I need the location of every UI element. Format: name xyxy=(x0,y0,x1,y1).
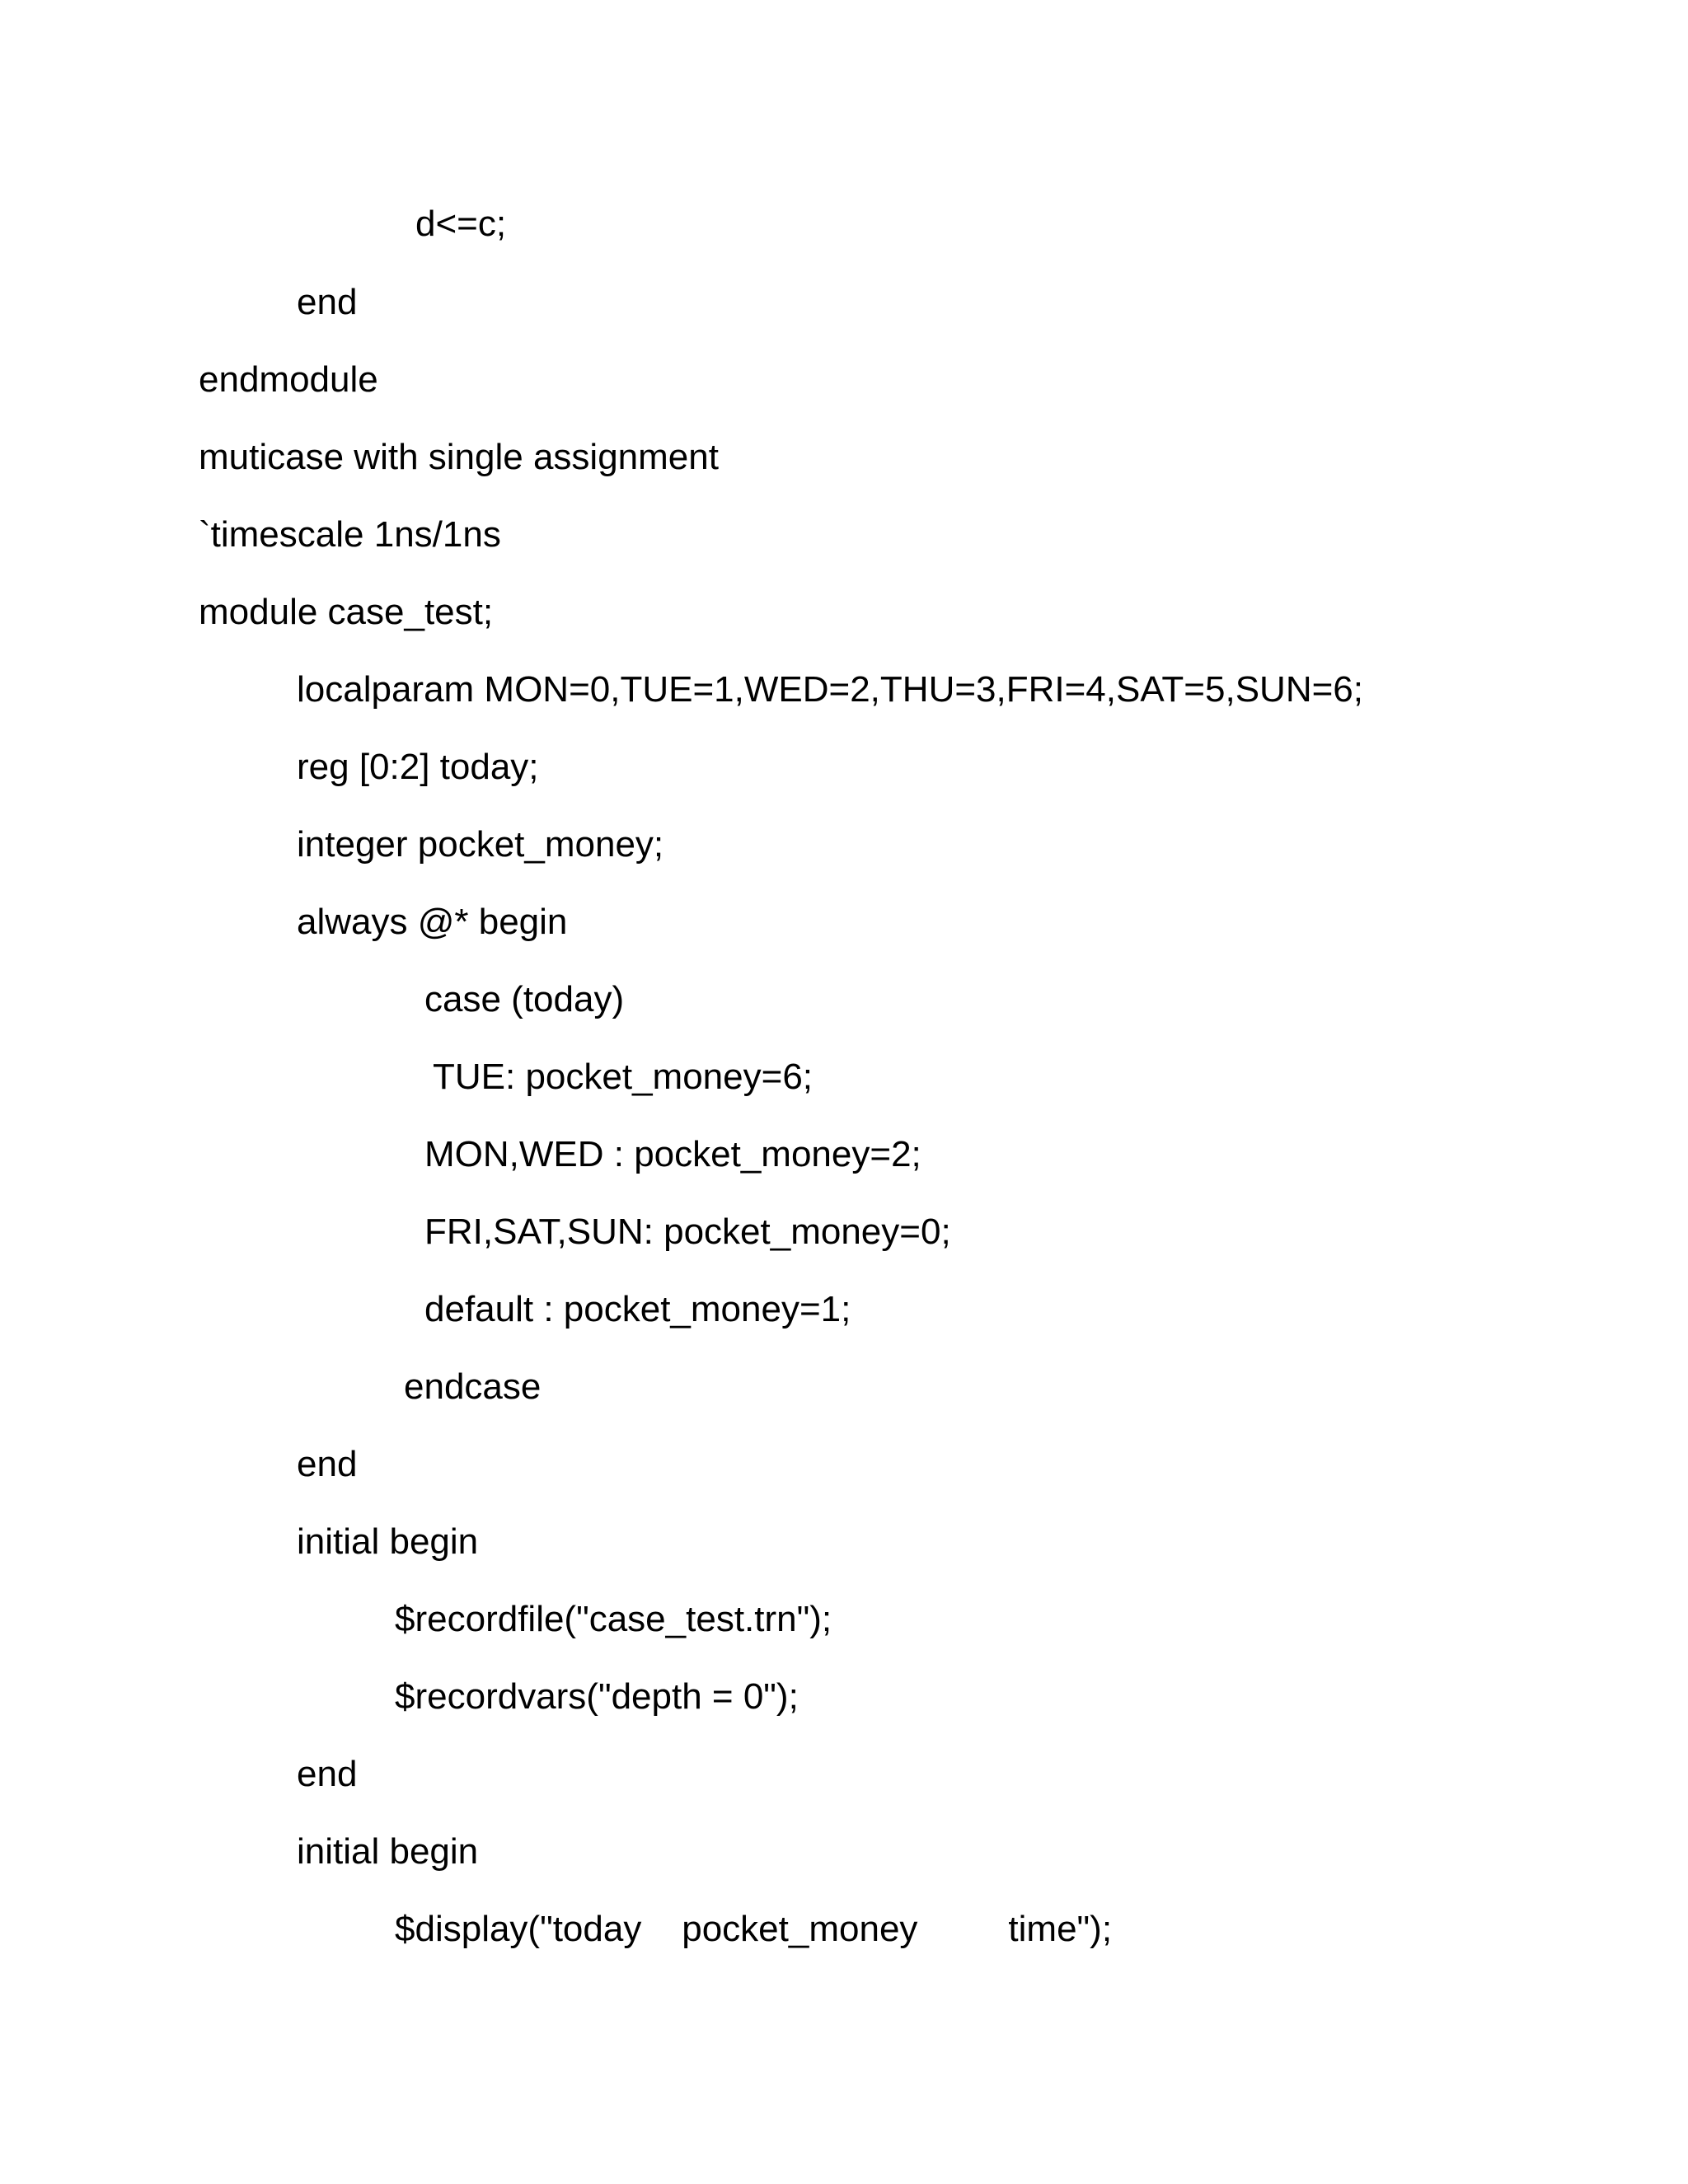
code-line-21: end xyxy=(297,1754,358,1794)
code-line-14: FRI,SAT,SUN: pocket_money=0; xyxy=(424,1212,951,1252)
code-line-22: initial begin xyxy=(297,1831,479,1872)
code-line-16: endcase xyxy=(404,1366,542,1407)
code-line-17: end xyxy=(297,1444,358,1484)
code-line-7: localparam MON=0,TUE=1,WED=2,THU=3,FRI=4,SAT=5,SUN=6; xyxy=(297,669,1363,710)
code-line-6: module case_test; xyxy=(199,592,494,632)
code-line-10: always @* begin xyxy=(297,902,568,942)
code-line-5: `timescale 1ns/1ns xyxy=(199,514,501,555)
code-line-3: endmodule xyxy=(199,359,378,400)
code-line-19: $recordfile("case_test.trn"); xyxy=(395,1599,832,1639)
code-line-13: MON,WED : pocket_money=2; xyxy=(424,1134,921,1174)
code-line-15: default : pocket_money=1; xyxy=(424,1289,851,1329)
code-line-9: integer pocket_money; xyxy=(297,824,664,865)
code-line-1: d<=c; xyxy=(415,204,507,244)
code-line-2: end xyxy=(297,282,358,322)
code-line-20: $recordvars("depth = 0"); xyxy=(395,1676,799,1717)
code-line-4: muticase with single assignment xyxy=(199,437,719,477)
code-line-8: reg [0:2] today; xyxy=(297,747,539,787)
code-line-23: $display("today pocket_money time"); xyxy=(395,1909,1113,1949)
code-line-12: TUE: pocket_money=6; xyxy=(433,1057,814,1097)
code-line-18: initial begin xyxy=(297,1521,479,1562)
code-line-11: case (today) xyxy=(424,979,625,1019)
